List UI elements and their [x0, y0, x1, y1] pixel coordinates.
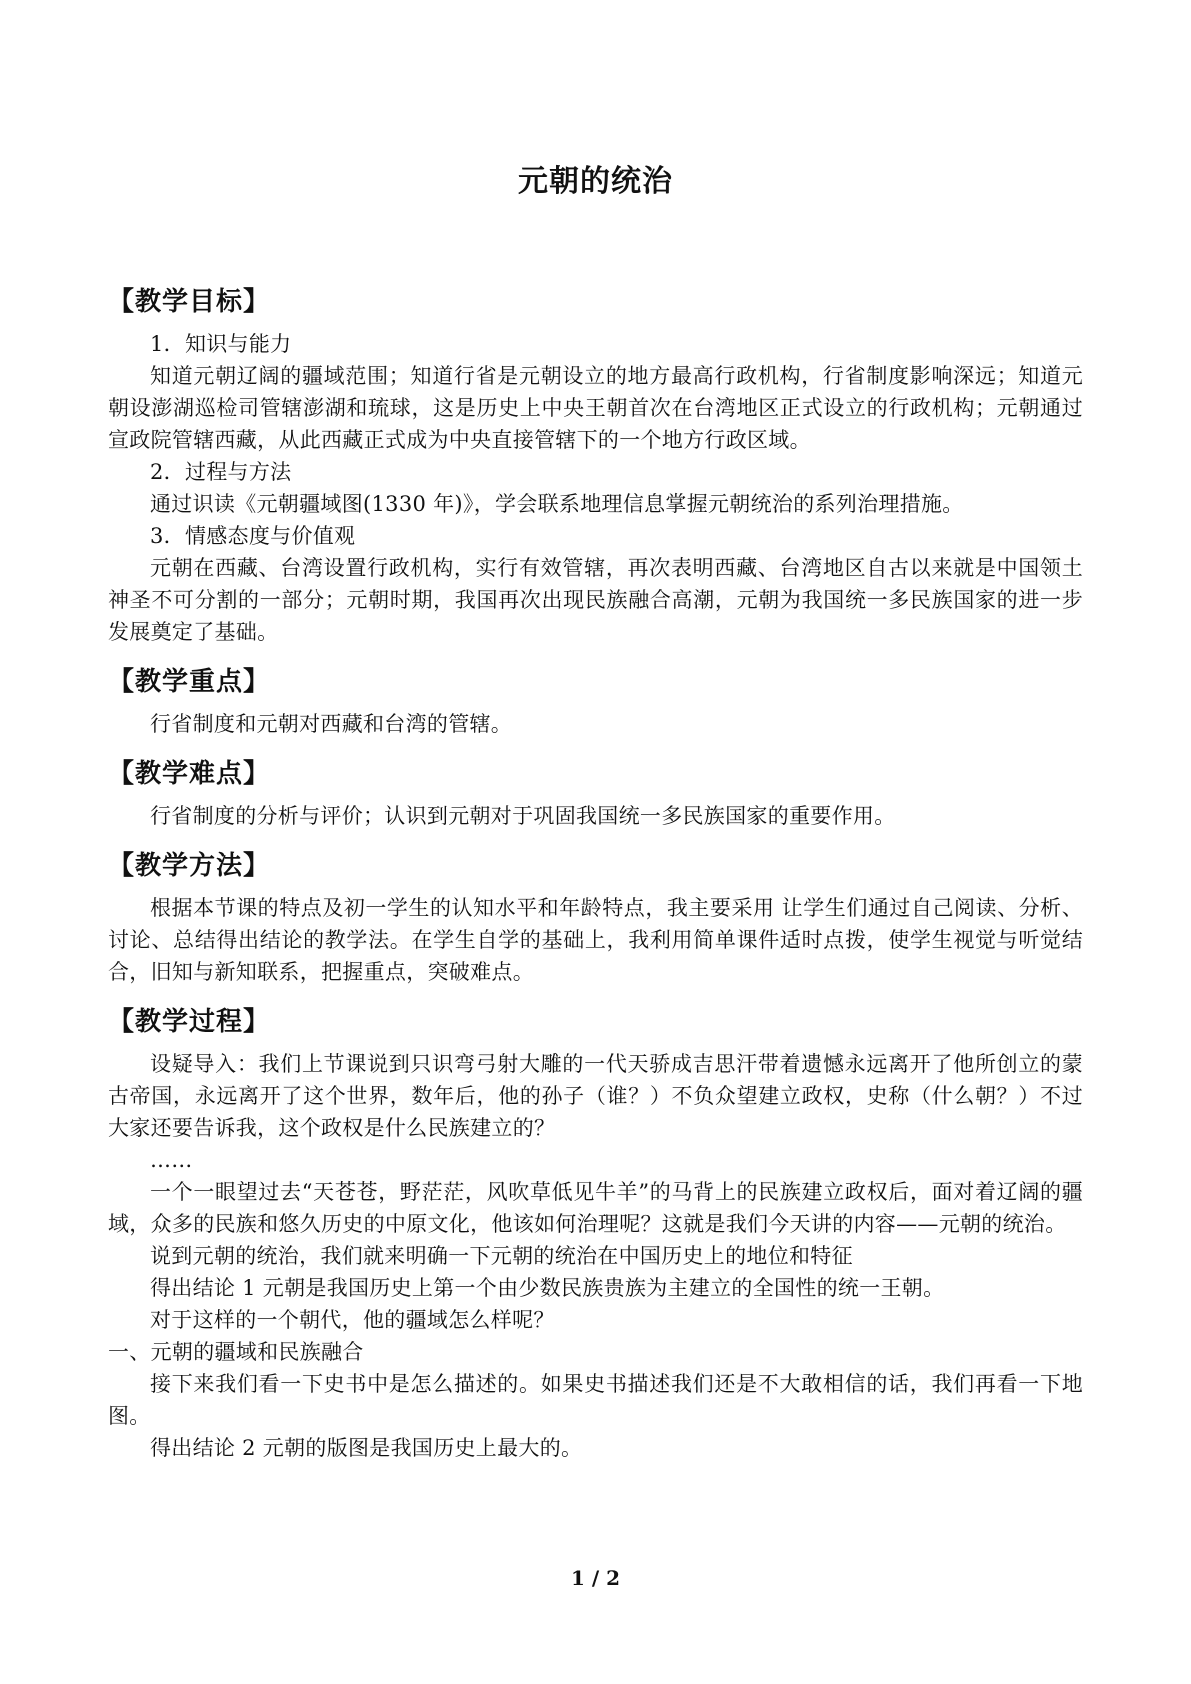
- process-paragraph-conclusion-1: 得出结论 1 元朝是我国历史上第一个由少数民族贵族为主建立的全国性的统一王朝。: [150, 1276, 945, 1300]
- section-heading-methods: 【教学方法】: [108, 851, 271, 881]
- section-heading-objectives: 【教学目标】: [108, 287, 271, 317]
- objectives-subheading-knowledge: 1．知识与能力: [150, 332, 292, 356]
- process-paragraph-conclusion-2: 得出结论 2 元朝的版图是我国历史上最大的。: [150, 1436, 583, 1460]
- objectives-subheading-values: 3．情感态度与价值观: [150, 524, 356, 548]
- section-difficulties: [108, 754, 1083, 832]
- section-heading-process: 【教学过程】: [108, 1007, 271, 1037]
- section-key-points: [108, 662, 1083, 740]
- process-paragraph-nomad: 一个一眼望过去“天苍苍，野茫茫，风吹草低见牛羊”的马背上的民族建立政权后，面对着辽阔的疆域，众多的民族和悠久历史的中原文化，他该如何治理呢？这就是我们今天讲的内容——元朝的统治。: [108, 1180, 1083, 1236]
- difficulties-paragraph: 行省制度的分析与评价；认识到元朝对于巩固我国统一多民族国家的重要作用。: [150, 804, 896, 828]
- document-body: [108, 282, 1083, 1464]
- process-paragraph-territory-question: 对于这样的一个朝代，他的疆域怎么样呢？: [150, 1308, 555, 1332]
- process-paragraph-history-books: 接下来我们看一下史书中是怎么描述的。如果史书描述我们还是不大敢相信的话，我们再看一下地图。: [108, 1372, 1083, 1428]
- objectives-paragraph-knowledge: 知道元朝辽阔的疆域范围；知道行省是元朝设立的地方最高行政机构，行省制度影响深远；知道元朝设澎湖巡检司管辖澎湖和琉球，这是历史上中央王朝首次在台湾地区正式设立的行政机构；元朝通过宣政院管辖西藏，从此西藏正式成为中央直接管辖下的一个地方行政区域。: [108, 364, 1083, 452]
- key-points-paragraph: 行省制度和元朝对西藏和台湾的管辖。: [150, 712, 513, 736]
- process-subheading-territory: 一、元朝的疆域和民族融合: [108, 1340, 364, 1364]
- process-paragraph-intro: 设疑导入：我们上节课说到只识弯弓射大雕的一代天骄成吉思汗带着遗憾永远离开了他所创立的蒙古帝国，永远离开了这个世界，数年后，他的孙子（谁？）不负众望建立政权，史称（什么朝？）不过大家还要告诉我，这个政权是什么民族建立的？: [108, 1052, 1083, 1140]
- methods-paragraph: 根据本节课的特点及初一学生的认知水平和年龄特点，我主要采用 让学生们通过自己阅读、分析、讨论、总结得出结论的教学法。在学生自学的基础上，我利用简单课件适时点拨，使学生视觉与听觉结合，旧知与新知联系，把握重点，突破难点。: [108, 896, 1083, 984]
- page-title: 元朝的统治: [518, 164, 673, 199]
- section-process: [108, 1002, 1083, 1464]
- section-methods: [108, 846, 1083, 988]
- page-number: 1 / 2: [570, 1566, 621, 1590]
- process-paragraph-status: 说到元朝的统治，我们就来明确一下元朝的统治在中国历史上的地位和特征: [150, 1244, 853, 1268]
- section-heading-key-points: 【教学重点】: [108, 667, 271, 697]
- objectives-paragraph-values: 元朝在西藏、台湾设置行政机构，实行有效管辖，再次表明西藏、台湾地区自古以来就是中国领土神圣不可分割的一部分；元朝时期，我国再次出现民族融合高潮，元朝为我国统一多民族国家的进一步发展奠定了基础。: [108, 556, 1083, 644]
- section-objectives: [108, 282, 1083, 648]
- objectives-subheading-process: 2．过程与方法: [150, 460, 292, 484]
- section-heading-difficulties: 【教学难点】: [108, 759, 271, 789]
- process-paragraph-ellipsis: ……: [150, 1148, 193, 1172]
- objectives-paragraph-process: 通过识读《元朝疆域图(1330 年)》，学会联系地理信息掌握元朝统治的系列治理措施。: [150, 492, 964, 516]
